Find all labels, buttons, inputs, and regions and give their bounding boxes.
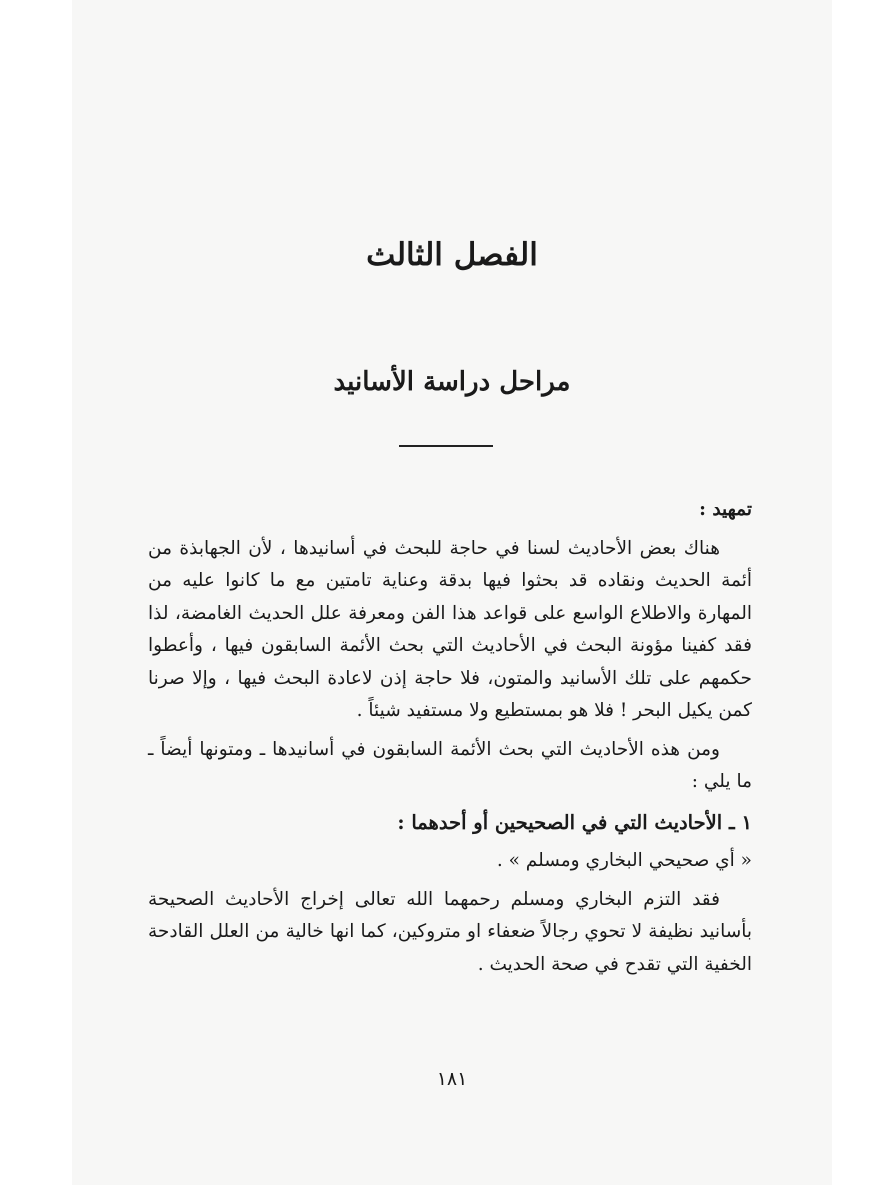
intro-paragraph-1: هناك بعض الأحاديث لسنا في حاجة للبحث في أسانيدها ، لأن الجهابذة من أئمة الحديث ونقاده قد بحثوا فيها بدقة وعناية تامتين مع ما كانوا عليه من المهارة والاطلاع الواسع على قواعد هذا الفن ومعرفة علل الحديث الغامضة، لذا فقد كفينا مؤونة البحث في الأحاديث التي بحث الأئمة السابقون فيها ، وأعطوا حكمهم على تلك الأسانيد والمتون، فلا حاجة إذن لاعادة البحث فيها ، وإلا صرنا كمن يكيل البحر ! فلا هو بمستطيع ولا مستفيد شيئاً . (148, 537, 752, 721)
item-1-heading: ١ ـ الأحاديث التي في الصحيحين أو أحدهما : (397, 810, 752, 834)
title-divider (399, 445, 493, 447)
book-page (72, 0, 832, 1185)
intro-paragraph-2: ومن هذه الأحاديث التي بحث الأئمة السابقون في أسانيدها ـ ومتونها أيضاً ـ ما يلي : (148, 738, 752, 792)
item-1-quote: « أي صحيحي البخاري ومسلم » . (496, 850, 752, 871)
section-title: مراحل دراسة الأسانيد (333, 367, 571, 397)
chapter-title: الفصل الثالث (366, 237, 538, 273)
page-number: ١٨١ (436, 1068, 468, 1090)
intro-heading: تمهيد : (699, 499, 752, 520)
body-text (148, 494, 752, 981)
item-1-paragraph: فقد التزم البخاري ومسلم رحمهما الله تعالى إخراج الأحاديث الصحيحة بأسانيد نظيفة لا تحوي رجالاً ضعفاء او متروكين، كما انها خالية من العلل القادحة الخفية التي تقدح في صحة الحديث . (148, 888, 752, 975)
